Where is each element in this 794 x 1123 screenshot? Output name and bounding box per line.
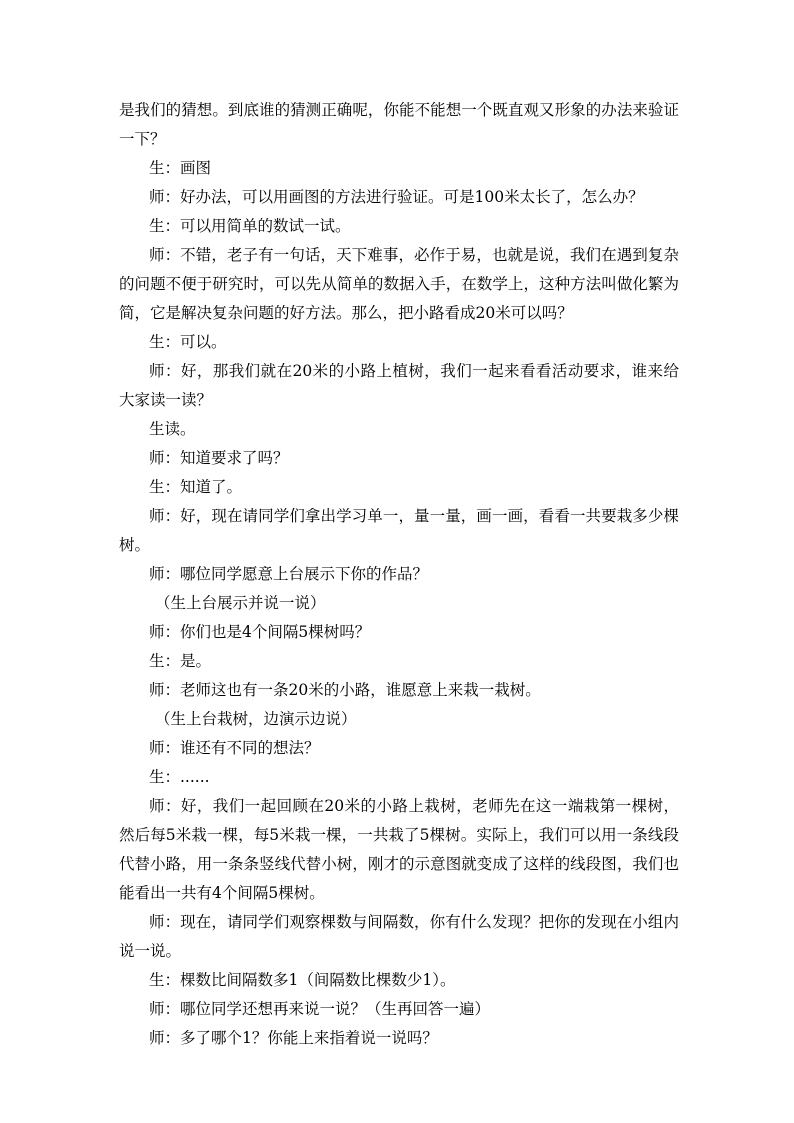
paragraph-continuation: 是我们的猜想。到底谁的猜测正确呢，你能不能想一个既直观又形象的办法来验证一下？ [119,101,679,148]
paragraph-teacher: 师：不错，老子有一句话，天下难事，必作于易，也就是说，我们在遇到复杂的问题不便于研究时，可以先从简单的数据入手，在数学上，这种方法叫做化繁为简，它是解决复杂问题的好方法。那么，把小路看成20米可以吗？ [119,246,679,322]
paragraph-teacher: 师：现在，请同学们观察棵数与间隔数，你有什么发现？把你的发现在小组内说一说。 [119,913,679,960]
paragraph-teacher: 师：谁还有不同的想法？ [149,739,320,757]
paragraph-teacher: 师：老师这也有一条20米的小路，谁愿意上来栽一栽树。 [149,681,541,699]
paragraph-student: 生：知道了。 [149,478,243,496]
paragraph-student: 生：画图 [149,159,212,177]
paragraph-student: 生：棵数比间隔数多1（间隔数比棵数少1）。 [149,971,456,989]
lesson-transcript [119,96,679,1053]
paragraph-teacher: 师：你们也是4个间隔5棵树吗？ [149,623,371,641]
paragraph-teacher: 师：哪位同学还想再来说一说？（生再回答一遍） [149,1000,491,1018]
paragraph-teacher: 师：哪位同学愿意上台展示下你的作品？ [149,565,429,583]
paragraph-student: 生：可以用简单的数试一试。 [149,217,351,235]
paragraph-teacher: 师：好，我们一起回顾在20米的小路上栽树，老师先在这一端栽第一棵树，然后每5米栽一棵，每5米栽一棵，一共栽了5棵树。实际上，我们可以用一条线段代替小路，用一条条竖线代替小树，刚才的示意图就变成了这样的线段图，我们也能看出一共有4个间隔5棵树。 [119,797,679,902]
paragraph-teacher: 师：好办法，可以用画图的方法进行验证。可是100米太长了，怎么办？ [149,188,644,206]
paragraph-student: 生：...... [149,768,210,786]
paragraph-stage-direction: （生上台栽树，边演示边说） [155,710,357,728]
paragraph-teacher: 师：知道要求了吗？ [149,449,289,467]
paragraph-teacher: 师：好，现在请同学们拿出学习单一，量一量，画一画，看看一共要栽多少棵树。 [119,507,679,554]
paragraph-student: 生：是。 [149,652,212,670]
paragraph-stage-direction: （生上台展示并说一说） [155,594,326,612]
paragraph-teacher: 师：好，那我们就在20米的小路上植树，我们一起来看看活动要求，谁来给大家读一读？ [119,362,679,409]
paragraph-teacher: 师：多了哪个1？你能上来指着说一说吗？ [149,1029,438,1047]
paragraph-student: 生读。 [149,420,196,438]
paragraph-student: 生：可以。 [149,333,227,351]
